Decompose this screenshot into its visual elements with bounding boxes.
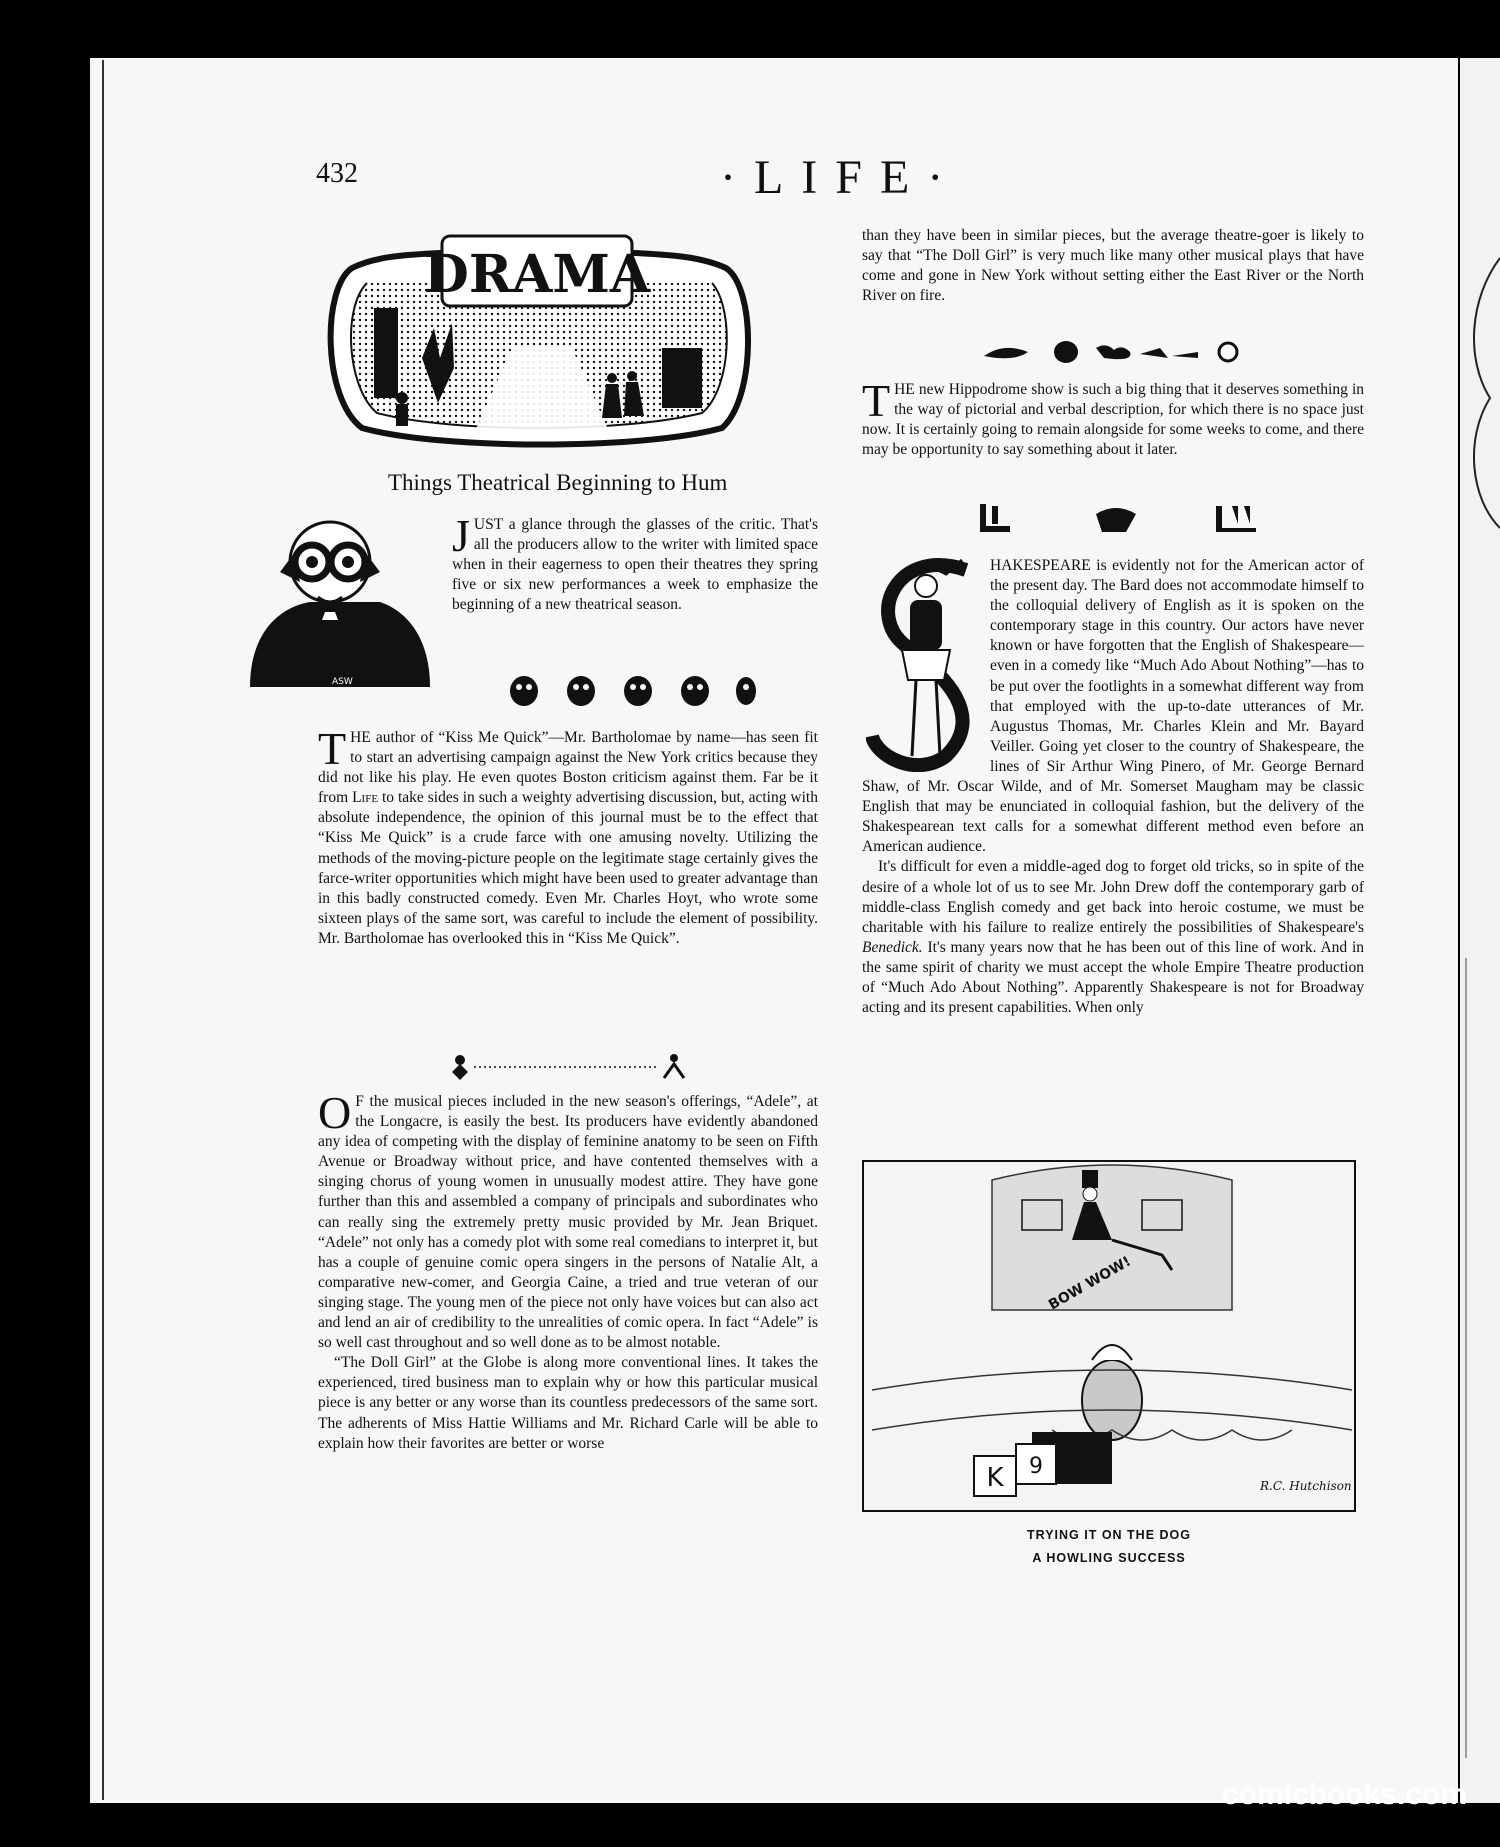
figure-dotted-divider bbox=[448, 1052, 688, 1082]
column-left-lower bbox=[318, 1087, 818, 1454]
hippodrome-text: HE new Hippodrome show is such a big thing that it deserves something in the way of pictorial and verbal description, for which there is no space just now. It is certainly going to remain alongside for some weeks to come, and there may be opportunity to say something about it later. bbox=[862, 381, 1364, 459]
artist-signature: ASW bbox=[332, 677, 353, 687]
shakespeare-text: HAKESPEARE is evidently not for the American actor of the present day. The Bard does not accommodate himself to the colloquial delivery of English as it is spoken on the contemporary stage in this country. Our actors have never known or have forgotten that the English of Shakespeare—even in a comedy like “Much Ado About Nothing”—has to be put over the footlights in a somewhat different way from that employed with the up-to-date utterances of Mr. Augustus Thomas, Mr. Charles Klein and Mr. Bayard Veiller. Going yet closer to the country of Shakespeare, the lines of Sir Arthur Wing Pinero, of Mr. George Bernard Shaw, of Mr. Oscar Wilde, and of Mr. Somerset Maugham may be classic English that may be enunciated in colloquial fashion, but the delivery of the Shakespearean text calls for a somewhat different method even before an American audience. bbox=[862, 557, 1364, 856]
john-drew-text: It's difficult for even a middle-aged dog to forget old tricks, so in spite of the desire of a whole lot of us to see Mr. John Drew doff the contemporary garb of middle-class English comedy and get back into heroic costume, we must be charitable with his failure to realize entirely the possibilities of Shakespeare's bbox=[862, 858, 1364, 936]
hippodrome-ornament-divider bbox=[984, 338, 1244, 368]
masthead: ·LIFE· bbox=[720, 151, 962, 204]
adele-review-text: F the musical pieces included in the new season's offerings, “Adele”, at the Longacre, is easily the best. Its producers have evidently abandoned any idea of competing with the display of feminine anatomy to be seen on Fifth Avenue or Broadway without price, and have contented themselves with a singing chorus of young women in unusually modest attire. They have gone further than this and assembled a company of principals and subordinates who can really sing the extremely pretty music provided by Mr. Jean Briquet. “Adele” not only has a comedy plot with some real comedians to interpret it, but has a couple of genuine comic opera singers in the persons of Natalie Alt, a comparative new-comer, and Georgia Caine, a tried and true veteran of our singing stage. The young men of the piece not only have voices but can also act and lend an air of credibility to the unrealities of comic opera. In fact “Adele” is so well cast throughout and so well done as to be almost notable. bbox=[318, 1093, 818, 1352]
cartoon-caption-title: TRYING IT ON THE DOG bbox=[1027, 1528, 1191, 1542]
article-headline: Things Theatrical Beginning to Hum bbox=[388, 470, 728, 495]
page-number: 432 bbox=[316, 158, 358, 189]
doll-girl-text: “The Doll Girl” at the Globe is along more conventional lines. It takes the experienced, tired business man to explain why or how this particular musical piece is any better or any worse than its countless predecessors of the same sort. The adherents of Miss Hattie Williams and Mr. Richard Carle will be able to explain how their favorites are better or worse bbox=[318, 1354, 818, 1452]
sign-9: 9 bbox=[1029, 1454, 1043, 1479]
critic-binoculars-illustration bbox=[240, 512, 440, 687]
column-right-top bbox=[862, 226, 1364, 306]
facing-page-edge bbox=[1460, 58, 1500, 1803]
sign-k: K bbox=[986, 1463, 1004, 1493]
dog-cartoon-illustration bbox=[862, 1160, 1356, 1512]
cartoon-caption-subtitle: A HOWLING SUCCESS bbox=[1032, 1551, 1186, 1565]
kiss-me-quick-text: HE author of “Kiss Me Quick”—Mr. Bartholomae by name—has seen fit to start an advertising campaign against the New York critics because they did not like his play. He even quotes Boston criticism against them. Far be it from bbox=[318, 729, 818, 807]
page-binding-edge bbox=[102, 60, 110, 1800]
doll-girl-continued-text: than they have been in similar pieces, but the average theatre-goer is likely to say that “The Doll Girl” is very much like many other musical plays that have come and gone in New York without setting either the East River or the North River on fire. bbox=[862, 227, 1364, 305]
kiss-drop-cap: T bbox=[318, 723, 347, 774]
footer-watermark: comicbooks.com bbox=[1222, 1778, 1468, 1811]
column-left bbox=[318, 723, 818, 949]
benedick-title: Benedick. bbox=[862, 938, 923, 956]
drama-banner-illustration bbox=[322, 228, 756, 450]
hippodrome-drop-cap: T bbox=[862, 375, 891, 426]
intro-text: UST a glance through the glasses of the critic. That's all the producers allow to the writer with limited space when in their eagerness to open their theatres they spring five or six new performances a week to emphasize the beginning of a new theatrical season. bbox=[452, 516, 818, 614]
intro-drop-cap: J bbox=[452, 510, 470, 561]
feet-ornament-divider bbox=[976, 500, 1266, 536]
shakespeare-section bbox=[862, 556, 1364, 1018]
shakespeare-float-space bbox=[862, 556, 990, 774]
cartoon-artist-signature: R.C. Hutchison bbox=[1260, 1479, 1352, 1493]
adele-drop-cap: O bbox=[318, 1087, 352, 1138]
kiss-me-quick-text-continued: to take sides in such a weighty advertising discussion, but, acting with absolute independence, the opinion of this journal must be to the effect that “Kiss Me Quick” is a crude farce with one amusing novelty. Utilizing the methods of the moving-picture people on the legitimate stage certainly gives the farce-writer opportunities which might have been used to greater advantage than in this badly constructed comedy. Even Mr. Charles Hoyt, who wrote some sixteen plays of the same sort, was careful to include the element of possibility. Mr. Bartholomae has overlooked this in “Kiss Me Quick”. bbox=[318, 789, 818, 947]
john-drew-text-continued: It's many years now that he has been out of this line of work. And in the same spirit of charity we must accept the whole Empire Theatre production of “Much Ado About Nothing”. Apparently Shakespeare is not for Broadway acting and its present capabilities. When only bbox=[862, 938, 1364, 1017]
hippodrome-section bbox=[862, 375, 1364, 460]
drama-title: DRAMA bbox=[423, 244, 651, 305]
bow-wow-text: BOW WOW! bbox=[1046, 1253, 1134, 1314]
intro-paragraph bbox=[452, 510, 818, 615]
mask-ornament-divider bbox=[506, 674, 758, 708]
life-mention: Life bbox=[352, 789, 379, 807]
